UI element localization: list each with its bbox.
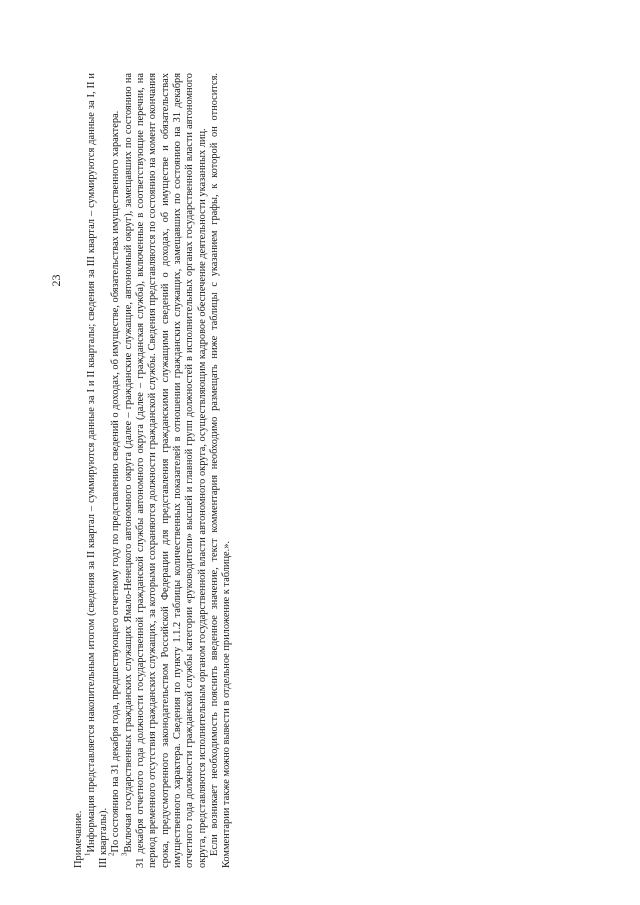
page-number: 23 [49, 274, 63, 287]
footnote-2-text: По состоянию на 31 декабря года, предшествующего отчетному году по представлению сведений о доходах, об имуществе, обязательствах имущественного характера. [110, 110, 122, 853]
footnote-3 [120, 73, 209, 868]
footnote-3-text: Включая государственных гражданских служащих Ямало-Ненецкого автономного округа (далее – гражданские служащие, автономный округ), замещавших по состоянию на 31 декабря отчетного года должности государственной гражданской службы автономного округа (далее – гражданская служба), включенные в соответствующие перечни, на период временного отсутствия гражданских служащих, за которыми сохраняются должности гражданской службы. Сведения представляются по состоянию на момент окончания срока, предусмотренного законодательством Российской Федерации для представления гражданскими служащими сведений о доходах, об имуществе и обязательствах имущественного характера. Сведения по пункту 1.1.2 таблицы количественных показателей в отношении гражданских служащих, замещавших по состоянию на 31 декабря отчетного года должности гражданской службы категории «руководители» высшей и главной групп должностей в исполнительных органах государственной власти автономного округа, представляются исполнительным органом государственной власти автономного округа, осуществляющим кадровое обеспечение деятельности указанных лиц. [122, 73, 208, 868]
rotated-page-content [50, 73, 234, 868]
footnote-1-text: Информация представляется накопительным итогом (сведения за II квартал – суммируются данные за I и II кварталы; сведения за III квартал – суммируются данные за I, II и III кварталы). [85, 73, 110, 868]
footnote-1 [83, 73, 111, 868]
footnote-2 [107, 73, 122, 868]
footnote-1-mark: 1 [83, 852, 92, 856]
closing-paragraph: Если возникает необходимость пояснить введенное значение, текст комментария необходимо размещать ниже таблицы с указанием графы, к которой он относится. Комментарии также можно вывести в отдельное приложение к таблице.». [209, 73, 233, 868]
footnote-3-mark: 3 [120, 852, 129, 856]
note-label: Примечание. [73, 810, 85, 868]
footnote-2-mark: 2 [107, 852, 116, 856]
